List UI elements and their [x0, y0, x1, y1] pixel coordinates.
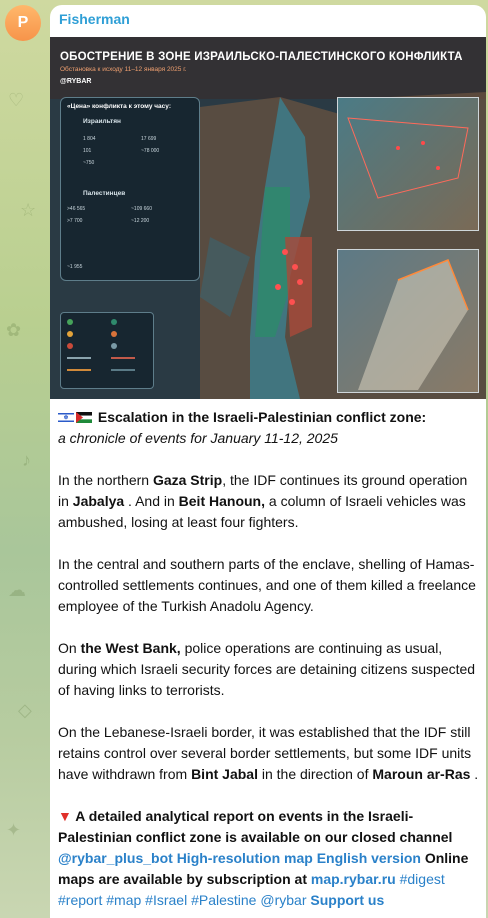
paragraph-gaza [58, 470, 480, 533]
palestinian-stat: ~109 660 [131, 206, 152, 212]
israeli-stat: ~78 000 [141, 148, 160, 154]
map-inset-north [337, 97, 479, 231]
israeli-stat: ~750 [83, 160, 95, 166]
text-span: in the direction of [257, 766, 373, 782]
place-beit-hanoun: Beit Hanoun, [178, 493, 265, 509]
hires-map-link[interactable]: High-resolution map English version [176, 850, 421, 866]
legend-line [67, 369, 91, 371]
place-west-bank: the West Bank, [80, 640, 181, 656]
report-text: A detailed analytical report on events in the Israeli-Palestinian conflict zone is available on our closed channel [58, 808, 453, 845]
message-text [58, 407, 480, 911]
text-span: On [58, 640, 81, 656]
paragraph-lebanon [58, 722, 480, 785]
legend-line [111, 357, 135, 359]
red-triangle-icon: ▼ [58, 808, 72, 824]
palestine-flag-icon [76, 412, 92, 423]
text-span: On the Lebanese-Israeli border, it was established that the IDF still retains control over several border settlements, but some IDF units have withdrawn from [58, 724, 472, 782]
paragraph-enclave: In the central and southern parts of the enclave, shelling of Hamas-controlled settlements continues, and one of them killed a freelance employee of the Turkish Anadolu Agency. [58, 556, 476, 614]
palestinians-label: Палестинцев [83, 190, 126, 197]
background-doodle-icon: ✦ [6, 820, 22, 840]
message-bubble [50, 5, 486, 918]
text-span: . [470, 766, 479, 782]
stats-heading: «Цена» конфликта к этому часу: [67, 103, 171, 110]
hashtag-link[interactable]: #digest [399, 871, 445, 887]
background-doodle-icon: ✿ [6, 320, 22, 340]
legend-swatch [67, 331, 73, 337]
avatar[interactable] [5, 5, 41, 41]
text-span: a column of Israeli vehicles was ambushed, losing at least four fighters. [58, 493, 466, 530]
background-doodle-icon: ☆ [20, 200, 37, 220]
avatar-letter: P [17, 14, 29, 31]
headline [58, 407, 480, 428]
stats-footer: ~1 955 [67, 264, 83, 270]
map-legend [60, 312, 154, 389]
support-link[interactable]: Support us [310, 892, 385, 908]
background-doodle-icon: ◇ [18, 700, 32, 720]
israelis-label: Израильтян [83, 118, 121, 125]
channel-link[interactable]: @rybar [260, 892, 307, 908]
inset-gaza-graphic [338, 250, 478, 392]
hashtag-link[interactable]: #Israel [145, 892, 188, 908]
legend-swatch [67, 319, 73, 325]
map-title: ОБОСТРЕНИЕ В ЗОНЕ ИЗРАИЛЬСКО-ПАЛЕСТИНСКОГО КОНФЛИКТА [60, 51, 463, 63]
online-text: Online maps are available by subscription at [58, 850, 469, 887]
background-doodle-icon: ♡ [8, 90, 25, 110]
map-inset-gaza [337, 249, 479, 393]
hashtag-link[interactable]: #Palestine [191, 892, 257, 908]
paragraph-west-bank [58, 638, 480, 701]
israeli-stat: 17 699 [141, 136, 157, 142]
bot-link[interactable]: @rybar_plus_bot [58, 850, 173, 866]
israeli-stat: 101 [83, 148, 92, 154]
subheadline: a chronicle of events for January 11-12, 2025 [58, 430, 338, 446]
place-maroun: Maroun ar-Ras [372, 766, 471, 782]
hashtag-link[interactable]: #map [106, 892, 142, 908]
legend-swatch [111, 343, 117, 349]
inset-north-graphic [338, 98, 478, 230]
headline-text: Escalation in the Israeli-Palestinian conflict zone: [97, 409, 427, 425]
background-doodle-icon: ♪ [22, 450, 31, 470]
legend-line [111, 369, 135, 371]
legend-swatch [67, 343, 73, 349]
palestinian-stat: >7 700 [67, 218, 83, 224]
map-brand: @RYBAR [60, 78, 92, 85]
legend-swatch [111, 319, 117, 325]
text-span: , the IDF continues its ground operation in [58, 472, 468, 509]
text-span: . And in [124, 493, 179, 509]
stats-panel [60, 97, 200, 281]
legend-line [67, 357, 91, 359]
legend-swatch [111, 331, 117, 337]
place-bint-jabal: Bint Jabal [191, 766, 258, 782]
sender-name[interactable]: Fisherman [59, 11, 130, 27]
text-span: police operations are continuing as usual, during which Israeli security forces are detaining citizens suspected of having links to terrorists. [58, 640, 476, 698]
map-image[interactable] [50, 37, 486, 399]
site-link[interactable]: map.rybar.ru [310, 871, 396, 887]
palestinian-stat: >46 565 [67, 206, 86, 212]
israeli-stat: 1 804 [83, 136, 96, 142]
hashtag-link[interactable]: #report [58, 892, 103, 908]
place-gaza: Gaza Strip [152, 472, 223, 488]
background-doodle-icon: ☁ [8, 580, 26, 600]
israel-flag-icon [58, 412, 74, 423]
palestinian-stat: ~12 200 [131, 218, 150, 224]
paragraph-promo [58, 806, 480, 911]
place-jabalya: Jabalya [72, 493, 125, 509]
map-subtitle: Обстановка к исходу 11–12 января 2025 г. [60, 66, 187, 73]
text-span: In the northern [58, 472, 153, 488]
